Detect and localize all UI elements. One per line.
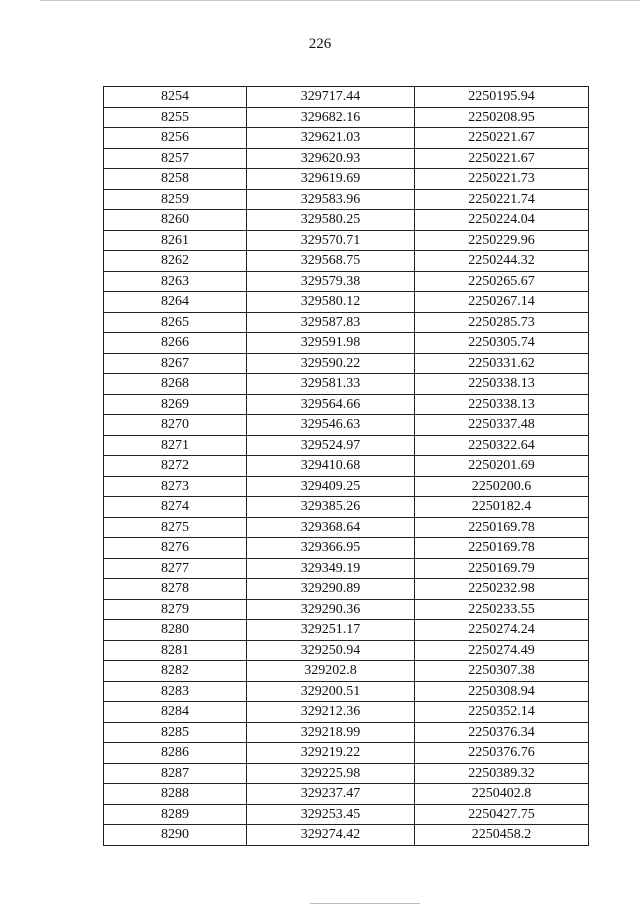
y-coordinate-cell: 2250274.49 xyxy=(415,640,589,661)
y-coordinate-cell: 2250224.04 xyxy=(415,210,589,231)
point-number-cell: 8269 xyxy=(104,394,247,415)
x-coordinate-cell: 329251.17 xyxy=(247,620,415,641)
y-coordinate-cell: 2250233.55 xyxy=(415,599,589,620)
point-number-cell: 8268 xyxy=(104,374,247,395)
y-coordinate-cell: 2250389.32 xyxy=(415,763,589,784)
x-coordinate-cell: 329253.45 xyxy=(247,804,415,825)
y-coordinate-cell: 2250337.48 xyxy=(415,415,589,436)
x-coordinate-cell: 329580.25 xyxy=(247,210,415,231)
point-number-cell: 8289 xyxy=(104,804,247,825)
table-row xyxy=(104,394,589,415)
table-row xyxy=(104,87,589,108)
x-coordinate-cell: 329581.33 xyxy=(247,374,415,395)
point-number-cell: 8255 xyxy=(104,107,247,128)
table-row xyxy=(104,497,589,518)
x-coordinate-cell: 329349.19 xyxy=(247,558,415,579)
point-number-cell: 8254 xyxy=(104,87,247,108)
point-number-cell: 8257 xyxy=(104,148,247,169)
y-coordinate-cell: 2250308.94 xyxy=(415,681,589,702)
x-coordinate-cell: 329579.38 xyxy=(247,271,415,292)
x-coordinate-cell: 329200.51 xyxy=(247,681,415,702)
x-coordinate-cell: 329410.68 xyxy=(247,456,415,477)
x-coordinate-cell: 329274.42 xyxy=(247,825,415,846)
x-coordinate-cell: 329564.66 xyxy=(247,394,415,415)
y-coordinate-cell: 2250338.13 xyxy=(415,394,589,415)
coordinates-table-body xyxy=(104,87,589,846)
x-coordinate-cell: 329717.44 xyxy=(247,87,415,108)
table-row xyxy=(104,169,589,190)
point-number-cell: 8286 xyxy=(104,743,247,764)
x-coordinate-cell: 329250.94 xyxy=(247,640,415,661)
x-coordinate-cell: 329546.63 xyxy=(247,415,415,436)
y-coordinate-cell: 2250201.69 xyxy=(415,456,589,477)
x-coordinate-cell: 329524.97 xyxy=(247,435,415,456)
x-coordinate-cell: 329290.36 xyxy=(247,599,415,620)
table-row xyxy=(104,538,589,559)
x-coordinate-cell: 329237.47 xyxy=(247,784,415,805)
y-coordinate-cell: 2250376.34 xyxy=(415,722,589,743)
point-number-cell: 8264 xyxy=(104,292,247,313)
point-number-cell: 8266 xyxy=(104,333,247,354)
x-coordinate-cell: 329591.98 xyxy=(247,333,415,354)
y-coordinate-cell: 2250232.98 xyxy=(415,579,589,600)
y-coordinate-cell: 2250221.67 xyxy=(415,128,589,149)
point-number-cell: 8267 xyxy=(104,353,247,374)
x-coordinate-cell: 329568.75 xyxy=(247,251,415,272)
point-number-cell: 8281 xyxy=(104,640,247,661)
x-coordinate-cell: 329368.64 xyxy=(247,517,415,538)
y-coordinate-cell: 2250402.8 xyxy=(415,784,589,805)
table-row xyxy=(104,579,589,600)
point-number-cell: 8263 xyxy=(104,271,247,292)
point-number-cell: 8280 xyxy=(104,620,247,641)
table-row xyxy=(104,292,589,313)
y-coordinate-cell: 2250376.76 xyxy=(415,743,589,764)
x-coordinate-cell: 329619.69 xyxy=(247,169,415,190)
y-coordinate-cell: 2250307.38 xyxy=(415,661,589,682)
table-row xyxy=(104,210,589,231)
coordinates-table xyxy=(103,86,589,846)
x-coordinate-cell: 329583.96 xyxy=(247,189,415,210)
table-row xyxy=(104,702,589,723)
table-row xyxy=(104,558,589,579)
table-row xyxy=(104,189,589,210)
y-coordinate-cell: 2250265.67 xyxy=(415,271,589,292)
x-coordinate-cell: 329290.89 xyxy=(247,579,415,600)
x-coordinate-cell: 329218.99 xyxy=(247,722,415,743)
point-number-cell: 8288 xyxy=(104,784,247,805)
table-row xyxy=(104,681,589,702)
point-number-cell: 8271 xyxy=(104,435,247,456)
y-coordinate-cell: 2250267.14 xyxy=(415,292,589,313)
y-coordinate-cell: 2250305.74 xyxy=(415,333,589,354)
table-row xyxy=(104,784,589,805)
table-row xyxy=(104,722,589,743)
table-row xyxy=(104,825,589,846)
y-coordinate-cell: 2250221.67 xyxy=(415,148,589,169)
x-coordinate-cell: 329202.8 xyxy=(247,661,415,682)
x-coordinate-cell: 329570.71 xyxy=(247,230,415,251)
table-row xyxy=(104,353,589,374)
x-coordinate-cell: 329621.03 xyxy=(247,128,415,149)
y-coordinate-cell: 2250352.14 xyxy=(415,702,589,723)
x-coordinate-cell: 329219.22 xyxy=(247,743,415,764)
point-number-cell: 8282 xyxy=(104,661,247,682)
point-number-cell: 8273 xyxy=(104,476,247,497)
y-coordinate-cell: 2250285.73 xyxy=(415,312,589,333)
y-coordinate-cell: 2250331.62 xyxy=(415,353,589,374)
point-number-cell: 8262 xyxy=(104,251,247,272)
y-coordinate-cell: 2250195.94 xyxy=(415,87,589,108)
table-row xyxy=(104,661,589,682)
y-coordinate-cell: 2250338.13 xyxy=(415,374,589,395)
x-coordinate-cell: 329620.93 xyxy=(247,148,415,169)
y-coordinate-cell: 2250244.32 xyxy=(415,251,589,272)
point-number-cell: 8256 xyxy=(104,128,247,149)
y-coordinate-cell: 2250208.95 xyxy=(415,107,589,128)
point-number-cell: 8290 xyxy=(104,825,247,846)
table-row xyxy=(104,599,589,620)
x-coordinate-cell: 329366.95 xyxy=(247,538,415,559)
table-row xyxy=(104,333,589,354)
point-number-cell: 8260 xyxy=(104,210,247,231)
table-row xyxy=(104,640,589,661)
y-coordinate-cell: 2250221.74 xyxy=(415,189,589,210)
table-row xyxy=(104,620,589,641)
table-row xyxy=(104,107,589,128)
table-row xyxy=(104,271,589,292)
point-number-cell: 8277 xyxy=(104,558,247,579)
table-row xyxy=(104,804,589,825)
y-coordinate-cell: 2250229.96 xyxy=(415,230,589,251)
y-coordinate-cell: 2250169.78 xyxy=(415,517,589,538)
y-coordinate-cell: 2250169.79 xyxy=(415,558,589,579)
table-row xyxy=(104,763,589,784)
table-row xyxy=(104,435,589,456)
point-number-cell: 8284 xyxy=(104,702,247,723)
point-number-cell: 8261 xyxy=(104,230,247,251)
x-coordinate-cell: 329590.22 xyxy=(247,353,415,374)
y-coordinate-cell: 2250221.73 xyxy=(415,169,589,190)
point-number-cell: 8276 xyxy=(104,538,247,559)
table-row xyxy=(104,312,589,333)
table-row xyxy=(104,128,589,149)
scan-edge-line xyxy=(40,0,640,1)
point-number-cell: 8274 xyxy=(104,497,247,518)
x-coordinate-cell: 329225.98 xyxy=(247,763,415,784)
y-coordinate-cell: 2250182.4 xyxy=(415,497,589,518)
x-coordinate-cell: 329580.12 xyxy=(247,292,415,313)
table-row xyxy=(104,743,589,764)
table-row xyxy=(104,148,589,169)
point-number-cell: 8287 xyxy=(104,763,247,784)
y-coordinate-cell: 2250274.24 xyxy=(415,620,589,641)
point-number-cell: 8270 xyxy=(104,415,247,436)
x-coordinate-cell: 329682.16 xyxy=(247,107,415,128)
point-number-cell: 8283 xyxy=(104,681,247,702)
table-row xyxy=(104,476,589,497)
page-number: 226 xyxy=(308,36,332,52)
x-coordinate-cell: 329409.25 xyxy=(247,476,415,497)
point-number-cell: 8258 xyxy=(104,169,247,190)
table-row xyxy=(104,230,589,251)
table-row xyxy=(104,456,589,477)
point-number-cell: 8278 xyxy=(104,579,247,600)
scan-edge-line-bottom xyxy=(310,903,420,904)
point-number-cell: 8259 xyxy=(104,189,247,210)
table-row xyxy=(104,251,589,272)
y-coordinate-cell: 2250200.6 xyxy=(415,476,589,497)
point-number-cell: 8272 xyxy=(104,456,247,477)
table-row xyxy=(104,517,589,538)
x-coordinate-cell: 329212.36 xyxy=(247,702,415,723)
y-coordinate-cell: 2250169.78 xyxy=(415,538,589,559)
point-number-cell: 8265 xyxy=(104,312,247,333)
table-row xyxy=(104,374,589,395)
y-coordinate-cell: 2250322.64 xyxy=(415,435,589,456)
y-coordinate-cell: 2250458.2 xyxy=(415,825,589,846)
x-coordinate-cell: 329385.26 xyxy=(247,497,415,518)
point-number-cell: 8279 xyxy=(104,599,247,620)
point-number-cell: 8275 xyxy=(104,517,247,538)
table-row xyxy=(104,415,589,436)
y-coordinate-cell: 2250427.75 xyxy=(415,804,589,825)
point-number-cell: 8285 xyxy=(104,722,247,743)
x-coordinate-cell: 329587.83 xyxy=(247,312,415,333)
